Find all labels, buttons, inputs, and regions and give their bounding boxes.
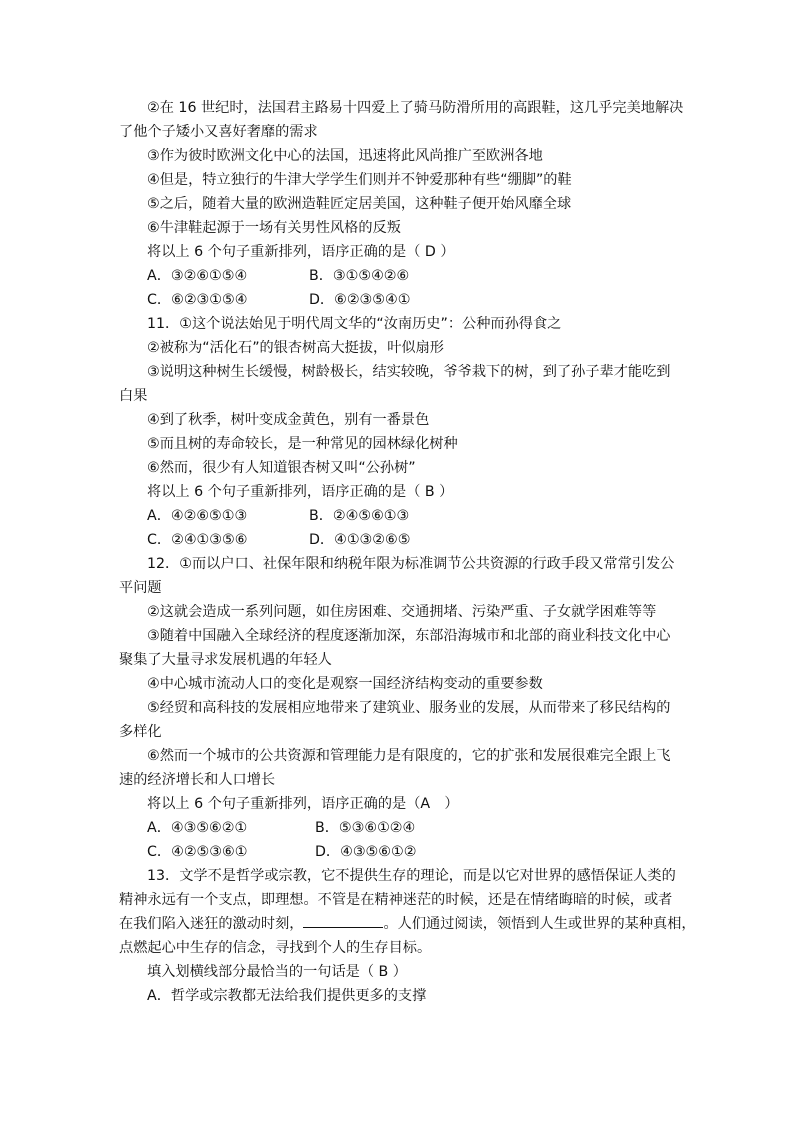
sentence: ③作为彼时欧洲文化中心的法国，迅速将此风尚推广至欧洲各地: [147, 148, 543, 164]
sentence-cont: 了他个子矮小又喜好奢靡的需求: [119, 124, 318, 140]
sentence: ⑥然而一个城市的公共资源和管理能力是有限度的，它的扩张和发展很难完全跟上飞: [147, 748, 671, 764]
option-a: A．④③⑤⑥②①: [147, 820, 248, 836]
sentence: ②这就会造成一系列问题，如住房困难、交通拥堵、污染严重、子女就学困难等等: [147, 604, 657, 620]
sentence: ③说明这种树生长缓慢，树龄极长，结实较晚，爷爷栽下的树，到了孙子辈才能吃到: [147, 364, 671, 380]
sentence: ⑤经贸和高科技的发展相应地带来了建筑业、服务业的发展，从而带来了移民结构的: [147, 700, 671, 716]
sentence-cont: 平问题: [119, 580, 162, 596]
sentence: ②被称为“活化石”的银杏树高大挺拔，叶似扇形: [147, 340, 444, 356]
sentence-cont: 速的经济增长和人口增长: [119, 772, 276, 788]
options-row: [119, 528, 675, 552]
sentence: ④但是，特立独行的牛津大学学生们则并不钟爱那种有些“绷脚”的鞋: [147, 172, 572, 188]
passage-line: 点燃起心中生存的信念，寻找到个人的生存目标。: [119, 940, 432, 956]
option-d: D．④①③②⑥⑤: [309, 532, 411, 548]
option-a: A．哲学或宗教都无法给我们提供更多的支撑: [147, 988, 427, 1004]
options-row: [119, 840, 675, 864]
sentence: ⑥牛津鞋起源于一场有关男性风格的反叛: [147, 220, 401, 236]
option-a: A．④②⑥⑤①③: [147, 508, 248, 524]
options-row: [119, 504, 675, 528]
passage-line: 精神永远有一个支点，即理想。不管是在精神迷茫的时候，还是在情绪晦暗的时候，或者: [119, 892, 673, 908]
passage-line: 13．文学不是哲学或宗教，它不提供生存的理论，而是以它对世界的感悟保证人类的: [147, 868, 676, 884]
question-prompt: 将以上 6 个句子重新排列，语序正确的是（A ）: [147, 796, 459, 812]
option-d: D．④③⑤⑥①②: [315, 844, 417, 860]
sentence: ⑤之后，随着大量的欧洲造鞋匠定居美国，这种鞋子便开始风靡全球: [147, 196, 572, 212]
sentence: 11．①这个说法始见于明代周文华的“汝南历史”：公种而孙得食之: [147, 316, 562, 332]
sentence: ④到了秋季，树叶变成金黄色，别有一番景色: [147, 412, 430, 428]
option-b: B．②④⑤⑥①③: [309, 508, 410, 524]
options-row: [119, 288, 675, 312]
question-prompt: 将以上 6 个句子重新排列，语序正确的是（ D ）: [147, 244, 455, 260]
sentence: 12．①而以户口、社保年限和纳税年限为标准调节公共资源的行政手段又常常引发公: [147, 556, 675, 572]
question-prompt: 将以上 6 个句子重新排列，语序正确的是（ B ）: [147, 484, 454, 500]
option-c: C．②④①③⑤⑥: [147, 532, 248, 548]
question-12: [119, 552, 675, 864]
option-c: C．④②⑤③⑥①: [147, 844, 248, 860]
option-b: B．③①⑤④②⑥: [309, 268, 410, 284]
question-11: [119, 312, 675, 552]
question-13: [119, 864, 696, 1008]
question-10: [119, 96, 684, 312]
question-prompt: 填入划横线部分最恰当的一句话是（ B ）: [147, 964, 407, 980]
passage-line: [119, 912, 696, 936]
options-row: [119, 264, 675, 288]
sentence-cont: 聚集了大量寻求发展机遇的年轻人: [119, 652, 332, 668]
passage-text: 在我们陷入迷狂的激动时刻，: [119, 916, 304, 932]
options-row: [119, 816, 675, 840]
option-a: A．③②⑥①⑤④: [147, 268, 248, 284]
option-b: B．⑤③⑥①②④: [315, 820, 416, 836]
passage-text: 。人们通过阅读，领悟到人生或世界的某种真相，: [383, 916, 696, 932]
fill-in-blank: [303, 913, 383, 928]
option-d: D．⑥②③⑤④①: [309, 292, 411, 308]
sentence: ④中心城市流动人口的变化是观察一国经济结构变动的重要参数: [147, 676, 543, 692]
sentence: ②在 16 世纪时，法国君主路易十四爱上了骑马防滑所用的高跟鞋，这几乎完美地解决: [147, 100, 684, 116]
option-c: C．⑥②③①⑤④: [147, 292, 248, 308]
sentence: ③随着中国融入全球经济的程度逐渐加深，东部沿海城市和北部的商业科技文化中心: [147, 628, 671, 644]
sentence-cont: 白果: [119, 388, 148, 404]
sentence: ⑥然而，很少有人知道银杏树又叫“公孙树”: [147, 460, 416, 476]
document-page: [119, 96, 696, 1008]
sentence-cont: 多样化: [119, 724, 162, 740]
sentence: ⑤而且树的寿命较长，是一种常见的园林绿化树种: [147, 436, 458, 452]
